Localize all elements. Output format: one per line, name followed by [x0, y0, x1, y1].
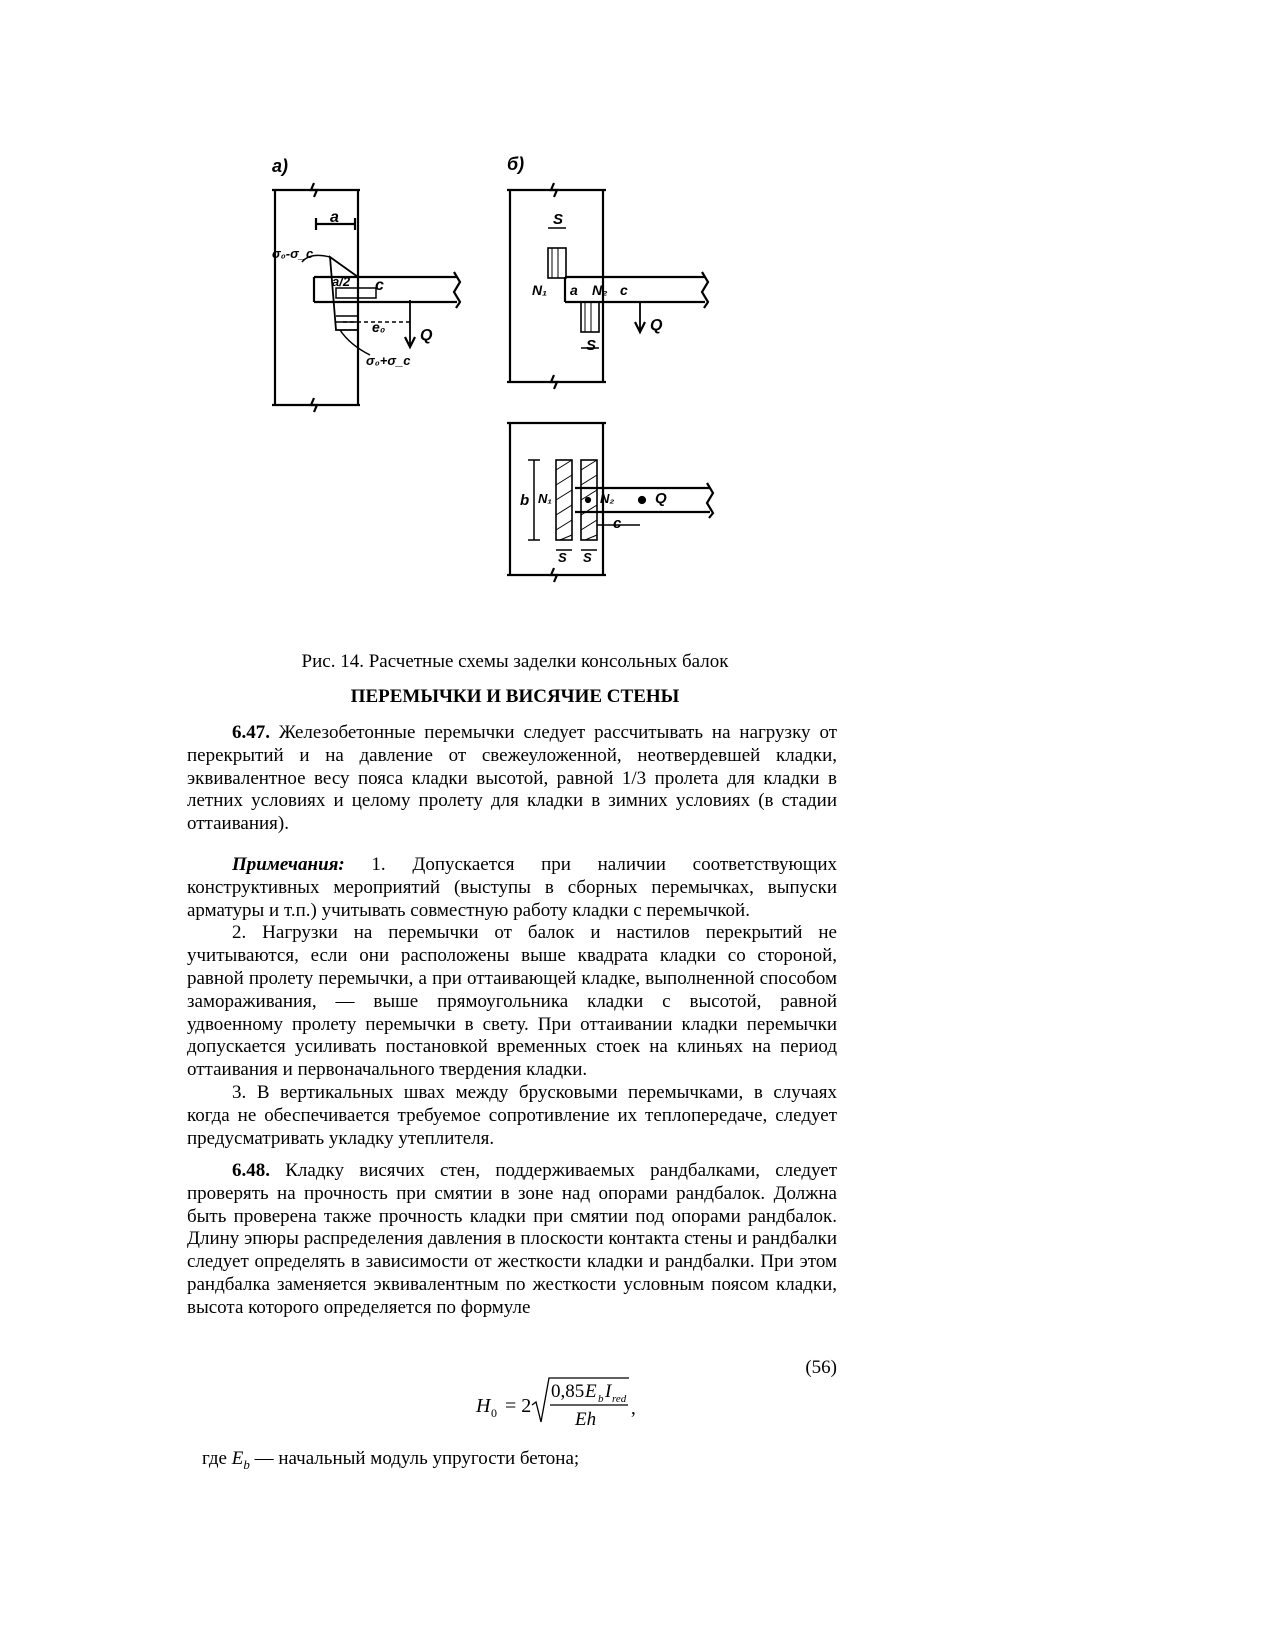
formula-num-var: E	[585, 1381, 597, 1402]
label-a-b: a	[570, 282, 578, 298]
note-1: 1. Допускается при наличии соответствующих конструктивных мероприятий (выступы в сборных перемычках, выпуски арматуры и т.п.) учитывать совместную работу кладки с перемычкой.	[187, 854, 837, 921]
paragraph-number: 6.47.	[232, 722, 270, 743]
figure-drawing	[270, 150, 760, 610]
where-prefix: где	[202, 1448, 232, 1469]
note-3: 3. В вертикальных швах между брусковыми перемычками, в случаях когда не обеспечивается требуемое сопротивление их теплопередаче, следует предусматривать укладку утеплителя.	[187, 1081, 837, 1149]
formula-eq: = 2	[505, 1395, 532, 1417]
formula-svg	[474, 1372, 644, 1432]
label-s-top: S	[553, 211, 564, 228]
label-c-b: c	[620, 282, 628, 298]
label-c-plan: c	[613, 515, 622, 532]
where-line	[202, 1448, 579, 1473]
formula-trail: ,	[631, 1398, 636, 1419]
label-q-plan: Q	[655, 490, 667, 507]
paragraph-text: Железобетонные перемычки следует рассчитывать на нагрузку от перекрытий и на давление от свежеуложенной, неотвердевшей кладки, эквивалентное весу пояса кладки высотой, равной 1/3 пролета для кладки в летних условиях и целому пролету для кладки в зимних условиях (в стадии оттаивания).	[187, 722, 837, 835]
figure-caption: Рис. 14. Расчетные схемы заделки консольных балок	[301, 651, 729, 672]
label-q-a: Q	[420, 327, 433, 344]
equation-number: (56)	[805, 1357, 837, 1378]
paragraph-text: Кладку висячих стен, поддерживаемых рандбалками, следует проверять на прочность при смятии в зоне над опорами рандбалок. Должна быть проверена также прочность кладки при смятии под опорами рандбалок. Длину эпюры распределения давления в плоскости контакта стены и рандбалки следует определять в зависимости от жесткости кладки и рандбалки. При этом рандбалка заменяется эквивалентным по жесткости условным поясом кладки, высота которого определяется по формуле	[187, 1160, 837, 1318]
section-title: ПЕРЕМЫЧКИ И ВИСЯЧИЕ СТЕНЫ	[350, 686, 680, 707]
formula-num-var2-sub: red	[612, 1393, 627, 1405]
panel-a-label: а)	[272, 156, 289, 176]
paragraph-number: 6.48.	[232, 1160, 270, 1181]
label-s-bottom: S	[586, 337, 597, 354]
label-sigma-diff: σ₀-σ_c	[272, 246, 314, 261]
where-text: — начальный модуль упругости бетона;	[249, 1448, 580, 1469]
label-b: b	[520, 492, 530, 509]
formula-denominator: Eh	[575, 1409, 597, 1430]
paragraph-6-47	[187, 722, 837, 836]
formula-lhs-sub: 0	[491, 1406, 497, 1420]
label-n1-b: N₁	[532, 282, 548, 298]
panel-a-drawing	[272, 183, 460, 412]
label-s-plan1: S	[558, 550, 567, 565]
label-n2-b: N₂	[592, 282, 608, 298]
label-e0: e₀	[372, 319, 386, 335]
formula-h0	[474, 1372, 644, 1432]
formula-num-var2: I	[605, 1381, 612, 1402]
label-a2: a/2	[332, 274, 351, 289]
label-a: a	[330, 209, 339, 226]
formula-num-var-sub: b	[598, 1393, 604, 1405]
formula-lhs: H	[476, 1395, 491, 1417]
note-2: 2. Нагрузки на перемычки от балок и настилов перекрытий не учитываются, если они расположены выше квадрата кладки со стороной, равной пролету перемычки, а при оттаивающей кладке, выполненной способом замораживания, — выше прямоугольника кладки с высотой, равной удвоенному пролету перемычки в свету. При оттаивании кладки перемычки допускается усиливать постановкой временных стоек на клиньях на период оттаивания и первоначального твердения кладки.	[187, 922, 837, 1081]
paragraph-6-48	[187, 1160, 837, 1320]
formula-numerator: 0,85	[551, 1381, 585, 1402]
label-s-plan2: S	[583, 550, 592, 565]
notes-block	[187, 854, 837, 1150]
where-sub: b	[243, 1456, 250, 1472]
figure-cantilever-schemes	[270, 150, 760, 610]
label-c: c	[375, 277, 384, 294]
where-var: E	[231, 1448, 244, 1469]
label-n1-plan: N₁	[538, 491, 552, 506]
label-q-b: Q	[650, 317, 663, 334]
label-sigma-sum: σ₀+σ_c	[366, 353, 411, 368]
panel-b-label: б)	[507, 154, 525, 174]
notes-label: Примечания:	[232, 854, 345, 875]
label-n2-plan: N₂	[600, 491, 615, 506]
